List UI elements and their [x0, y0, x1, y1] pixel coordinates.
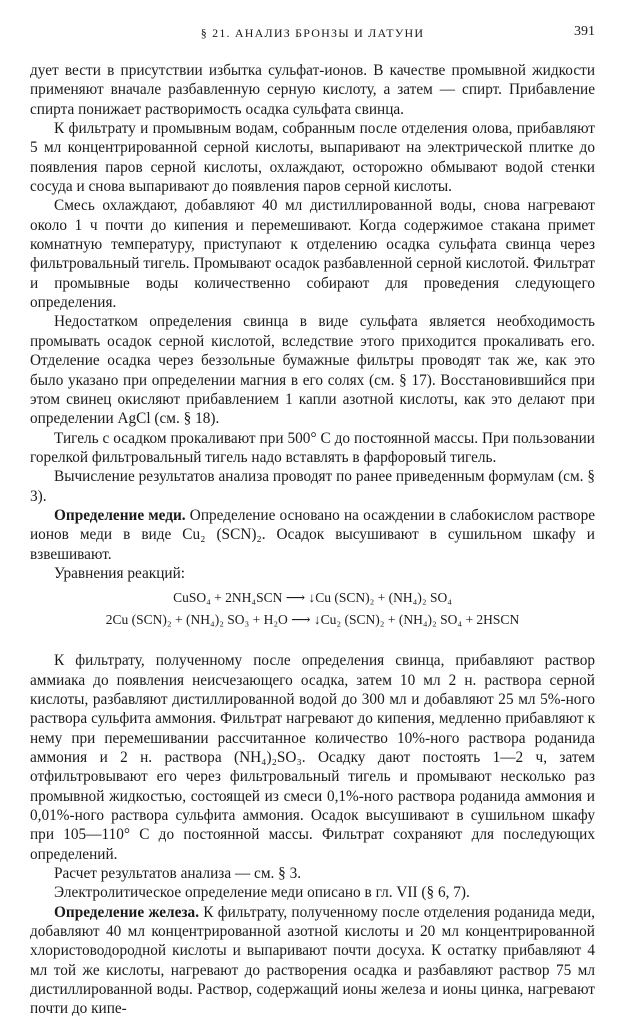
iron-heading: Определение железа.	[54, 903, 200, 921]
paragraph: Вычисление результатов анализа проводят по ранее приведенным формулам (см. § 3).	[30, 468, 595, 505]
running-header	[30, 24, 595, 44]
copper-intro: Определение основано на осаждении в слабокислом растворе ионов меди в виде Cu₂ (SCN)₂. Осадок высушивают в сушильном шкафу и взвешивают.	[30, 506, 596, 563]
paragraph: Недостатком определения свинца в виде сульфата является необходимость промывать осадок серной кислотой, вследствие этого приходится прокаливать его. Отделение осадка через беззольные бумажные фильтры проводят так же, как это было указано при определении магния в его солях (см. § 17). Восстановившийся при этом свинец окисляют прибавлением 1 капли азотной кислоты, как это делают при определении AgCl (см. § 18).	[30, 313, 595, 428]
paragraph: К фильтрату, полученному после определения свинца, прибавляют раствор аммиака до появления неисчезающего осадка, затем 10 мл 2 н. раствора серной кислоты, разбавляют дистиллированной водой до 300 мл и добавляют 25 мл 5%-ного раствора сульфита аммония. Фильтрат нагревают до кипения, медленно прибавляют к нему при перемешивании рассчитанное количество 10%-ного раствора роданида аммония и 2 н. раствора (NH₄)₂SO₃. Осадку дают постоять 1—2 ч, затем отфильтровывают его через фильтровальный тигель и промывают несколько раз промывной жидкостью, состоящей из смеси 0,1%-ного раствора роданида аммония и 0,01%-ного раствора сульфита аммония. Осадок высушивают в сушильном шкафу при 105—110° C до постоянной массы. Фильтрат сохраняют для последующих определений.	[30, 652, 595, 863]
equation-1: CuSO₄ + 2NH₄SCN ⟶ ↓Cu (SCN)₂ + (NH₄)₂ SO₄	[173, 590, 452, 606]
paragraph: Электролитическое определение меди описано в гл. VII (§ 6, 7).	[54, 884, 470, 902]
page-body	[30, 61, 595, 1019]
page-number: 391	[574, 24, 595, 39]
equations-label: Уравнения реакций:	[54, 564, 186, 582]
paragraph-continuation: дует вести в присутствии избытка сульфат-ионов. В качестве промывной жидкости применяют вначале разбавленную серную кислоту, а затем — спирт. Прибавление спирта понижает растворимость осадка сульфата свинца.	[30, 62, 595, 118]
reaction-equations	[30, 587, 595, 631]
copper-heading: Определение меди.	[54, 506, 186, 524]
paragraph: Тигель с осадком прокаливают при 500° C до постоянной массы. При пользовании горелкой фильтровальный тигель надо вставлять в фарфоровый тигель.	[30, 429, 595, 466]
paragraph: Расчет результатов анализа — см. § 3.	[54, 865, 302, 883]
paragraph: К фильтрату и промывным водам, собранным после отделения олова, прибавляют 5 мл концентрированной серной кислоты, выпаривают на электрической плитке до появления паров серной кислоты, охлаждают, осторожно обмывают водой стенки сосуда и снова выпаривают до появления паров серной кислоты.	[30, 120, 595, 196]
iron-section	[30, 903, 595, 1019]
copper-section	[30, 506, 595, 564]
equation-2: 2Cu (SCN)₂ + (NH₄)₂ SO₃ + H₂O ⟶ ↓Cu₂ (SCN)₂ + (NH₄)₂ SO₄ + 2HSCN	[105, 612, 520, 628]
paragraph: Смесь охлаждают, добавляют 40 мл дистиллированной воды, снова нагревают около 1 ч почти до кипения и перемешивают. Когда содержимое стакана примет комнатную температуру, приступают к отделению осадка сульфата свинца через фильтровальный тигель. Промывают осадок разбавленной серной кислотой. Фильтрат и промывные воды количественно собирают для проведения следующего определения.	[30, 197, 595, 312]
iron-text: К фильтрату, полученному после отделения роданида меди, добавляют 40 мл концентрированной азотной кислоты и 20 мл концентрированной хлористоводородной кислоты и выпаривают почти досуха. К остатку прибавляют 4 мл той же кислоты, нагревают до растворения осадка и разбавляют раствор 75 мл дистиллированной воды. Раствор, содержащий ионы железа и ионы цинка, нагревают почти до кипе-	[30, 903, 595, 1018]
running-title: § 21. АНАЛИЗ БРОНЗЫ И ЛАТУНИ	[200, 26, 425, 40]
